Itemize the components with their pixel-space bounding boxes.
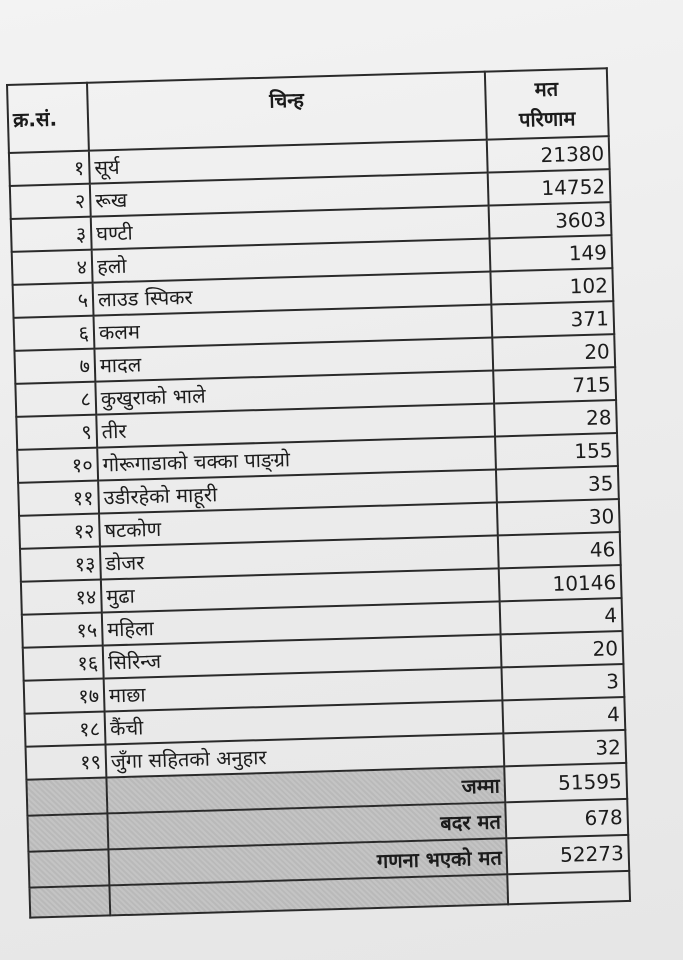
serial-cell: १७: [24, 679, 105, 714]
shaded-cell: [29, 885, 110, 917]
empty-cell: [507, 871, 630, 904]
symbol-cell: कलम: [94, 305, 493, 349]
votes-cell: 20: [492, 334, 615, 370]
symbol-cell: माछा: [104, 667, 503, 711]
votes-cell: 371: [491, 301, 614, 337]
serial-cell: १०: [17, 448, 98, 483]
invalid-label: बदर मत: [107, 802, 506, 849]
votes-cell: 155: [495, 433, 618, 469]
shaded-cell: [28, 849, 109, 887]
symbol-cell: षटकोण: [99, 502, 498, 546]
serial-cell: ७: [14, 349, 95, 384]
votes-cell: 102: [490, 268, 613, 304]
serial-cell: १३: [20, 547, 101, 582]
votes-cell: 4: [500, 598, 623, 634]
symbol-cell: लाउड स्पिकर: [93, 272, 492, 316]
serial-cell: २: [10, 184, 91, 219]
serial-cell: १९: [26, 744, 107, 779]
serial-cell: ३: [11, 217, 92, 252]
serial-cell: १४: [21, 580, 102, 615]
symbol-cell: मुढा: [101, 568, 500, 612]
serial-cell: ११: [18, 481, 99, 516]
serial-cell: ९: [16, 415, 97, 450]
votes-cell: 3603: [489, 202, 612, 238]
symbol-cell: कैंची: [105, 700, 504, 744]
serial-cell: १: [9, 151, 90, 186]
shaded-cell: [27, 813, 108, 851]
serial-cell: १८: [25, 711, 106, 746]
symbol-cell: घण्टी: [91, 206, 490, 250]
votes-cell: 32: [503, 730, 626, 766]
symbol-cell: जुँगा सहितको अनुहार: [105, 733, 504, 777]
symbol-cell: डोजर: [100, 535, 499, 579]
votes-cell: 14752: [488, 169, 611, 205]
invalid-value: 678: [505, 799, 628, 838]
header-serial: क्र.सं.: [7, 83, 89, 153]
header-symbol: चिन्ह: [87, 72, 487, 151]
serial-cell: ५: [13, 283, 94, 318]
votes-cell: 10146: [499, 565, 622, 601]
total-value: 51595: [504, 763, 627, 802]
header-result: [485, 68, 609, 139]
total-label: जम्मा: [106, 766, 505, 813]
votes-cell: 149: [490, 235, 613, 271]
symbol-cell: गोरूगाडाको चक्का पाङ्ग्रो: [97, 436, 496, 480]
symbol-cell: कुखुराको भाले: [95, 371, 494, 415]
votes-cell: 715: [493, 367, 616, 403]
serial-cell: १६: [23, 646, 104, 681]
symbol-cell: महिला: [102, 601, 501, 645]
serial-cell: १५: [22, 613, 103, 648]
election-results-table: [6, 67, 631, 918]
votes-cell: 28: [494, 400, 617, 436]
votes-cell: 3: [501, 664, 624, 700]
shaded-cell: [26, 777, 107, 815]
symbol-cell: सिरिन्ज: [103, 634, 502, 678]
header-result-line2: परिणाम: [518, 106, 576, 132]
symbol-cell: सूर्य: [89, 140, 488, 184]
votes-cell: 30: [497, 499, 620, 535]
votes-cell: 20: [501, 631, 624, 667]
serial-cell: १२: [19, 514, 100, 549]
symbol-cell: मादल: [94, 338, 493, 382]
votes-cell: 21380: [487, 136, 610, 172]
symbol-cell: हलो: [92, 239, 491, 283]
results-table-wrapper: [6, 67, 631, 918]
symbol-cell: उडीरहेको माहूरी: [98, 469, 497, 513]
serial-cell: ४: [12, 250, 93, 285]
votes-cell: 4: [502, 697, 625, 733]
counted-value: 52273: [506, 835, 629, 874]
symbol-cell: तीर: [96, 403, 495, 447]
votes-cell: 35: [496, 466, 619, 502]
counted-label: गणना भएको मत: [108, 838, 507, 885]
symbol-cell: रूख: [90, 173, 489, 217]
header-result-line1: मत: [534, 76, 559, 102]
serial-cell: ६: [14, 316, 95, 351]
results-body: [9, 136, 630, 917]
votes-cell: 46: [498, 532, 621, 568]
serial-cell: ८: [15, 382, 96, 417]
